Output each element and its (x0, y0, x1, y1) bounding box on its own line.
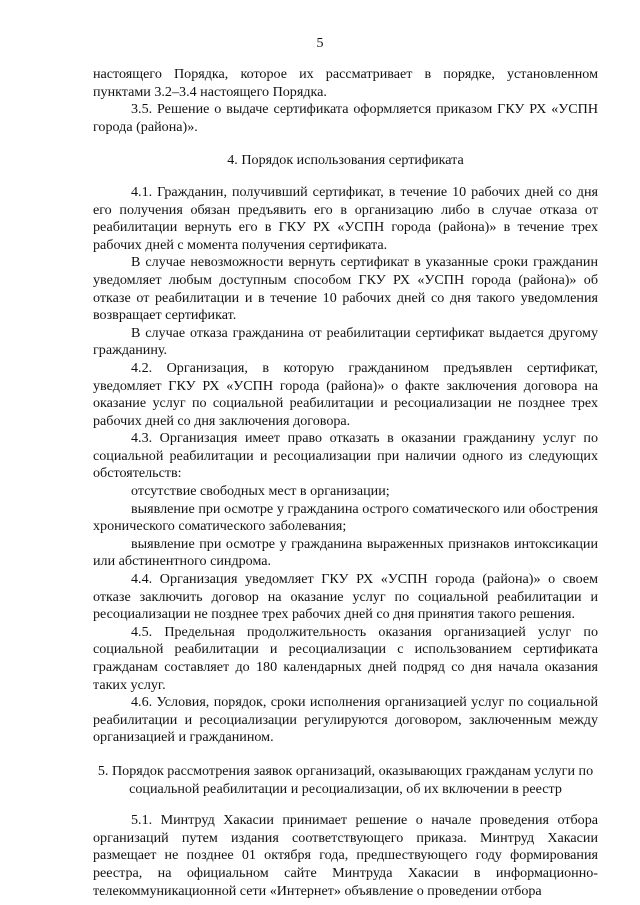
page-number: 5 (316, 36, 324, 51)
paragraph-3-5: 3.5. Решение о выдаче сертификата оформляется приказом ГКУ РХ «УСПН города (района)». (93, 101, 598, 135)
paragraph-4-3: 4.3. Организация имеет право отказать в оказании гражданину услуг по социальной реабилитации и ресоциализации при наличии одного из следующих обстоятельств: (93, 430, 598, 482)
list-item-intoxication: выявление при осмотре у гражданина выраженных признаков интоксикации или абстинентного синдрома. (93, 535, 598, 570)
document-body (93, 66, 598, 900)
list-item-no-places: отсутствие свободных мест в организации; (131, 483, 390, 500)
paragraph-continuation: настоящего Порядка, которое их рассматривает в порядке, установленном пунктами 3.2–3.4 настоящего Порядка. (93, 66, 598, 100)
paragraph-5-1: 5.1. Минтруд Хакасии принимает решение о начале проведения отбора организаций путем издания соответствующего приказа. Минтруд Хакасии размещает не позднее 01 октября года, предшествующего году формирования реестра, на официальном сайте Минтруда Хакасии в информационно-телекоммуникационной сети «Интернет» объявление о проведении отбора (93, 812, 598, 899)
paragraph-4-2: 4.2. Организация, в которую гражданином предъявлен сертификат, уведомляет ГКУ РХ «УСПН города (района)» о факте заключения договора на оказание услуг по социальной реабилитации и ресоциализации не позднее трех рабочих дней со дня заключения договора. (93, 359, 598, 429)
paragraph-4-5: 4.5. Предельная продолжительность оказания организацией услуг по социальной реабилитации и ресоциализации с использованием сертификата гражданам составляет до 180 календарных дней подряд со дня начала оказания таких услуг. (93, 623, 598, 693)
paragraph-4-1: 4.1. Гражданин, получивший сертификат, в течение 10 рабочих дней со дня его получения обязан предъявить его в организацию либо в случае отказа от реабилитации вернуть его в ГКУ РХ «УСПН города (района)» в течение трех рабочих дней с момента получения сертификата. (93, 183, 598, 253)
paragraph-4-6: 4.6. Условия, порядок, сроки исполнения организацией услуг по социальной реабилитации и ресоциализации регулируются договором, заключенным между организацией и гражданином. (93, 694, 598, 746)
section-5-heading: 5. Порядок рассмотрения заявок организаций, оказывающих гражданам услуги по социальной реабилитации и ресоциализации, об их включении в реестр (97, 762, 594, 797)
section-4-heading: 4. Порядок использования сертификата (227, 152, 464, 169)
paragraph-4-1-refusal: В случае отказа гражданина от реабилитации сертификат выдается другому гражданину. (93, 324, 598, 359)
paragraph-4-1-return: В случае невозможности вернуть сертификат в указанные сроки гражданин уведомляет любым доступным способом ГКУ РХ «УСПН города (района)» об отказе от реабилитации и в течение 10 рабочих дней со дня такого уведомления возвращает сертификат. (93, 254, 598, 324)
paragraph-4-4: 4.4. Организация уведомляет ГКУ РХ «УСПН города (района)» о своем отказе заключить договор на оказание услуг по социальной реабилитации и ресоциализации не позднее трех рабочих дней со дня принятия такого решения. (93, 571, 598, 623)
list-item-somatic: выявление при осмотре у гражданина острого соматического или обострения хронического соматического заболевания; (93, 500, 598, 535)
